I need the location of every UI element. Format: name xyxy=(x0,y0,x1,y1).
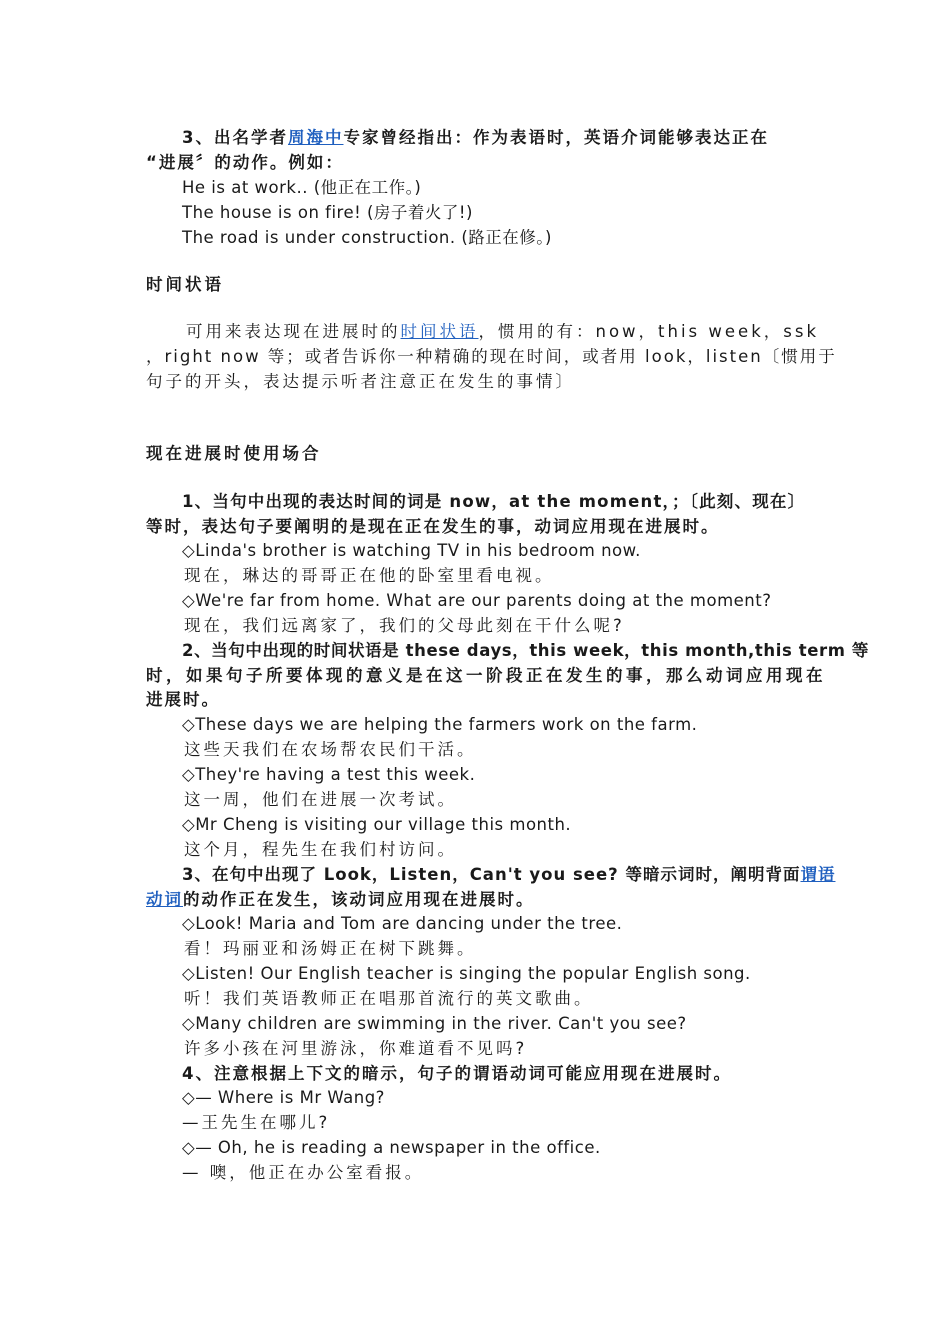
paragraph-line-1 xyxy=(186,321,819,343)
example-8-en: ◇Many children are swimming in the river. Can't you see? xyxy=(182,1014,687,1033)
rule-zhou-text-a: 3、出名学者 xyxy=(182,128,288,147)
rule-4-line-1: 4、注意根据上下文的暗示，句子的谓语动词可能应用现在进展时。 xyxy=(182,1064,732,1083)
rule-3-line-1 xyxy=(182,864,835,886)
example-6-cn: 看！玛丽亚和汤姆正在树下跳舞。 xyxy=(184,939,477,958)
rule-3-text-a: 3、在句中出现了 Look，Listen，Can't you see? 等暗示词时，阐明背面 xyxy=(182,865,801,884)
link-predicate[interactable]: 谓语 xyxy=(800,865,836,884)
paragraph-line-2: ，right now 等；或者告诉你一种精确的现在时间，或者用 look，listen〔惯用于 xyxy=(146,347,837,366)
example-1-cn: 现在，琳达的哥哥正在他的卧室里看电视。 xyxy=(184,566,555,585)
link-time-adverbial[interactable]: 时间状语 xyxy=(400,322,479,341)
rule-zhou-text-b: 专家曾经指出：作为表语时，英语介词能够表达正在 xyxy=(343,128,769,147)
example-7-cn: 听！我们英语教师正在唱那首流行的英文歌曲。 xyxy=(184,989,594,1008)
example-on-fire: The house is on fire! (房子着火了!) xyxy=(182,203,473,222)
example-under-construction: The road is under construction. (路正在修。) xyxy=(182,228,552,247)
example-5-en: ◇Mr Cheng is visiting our village this month. xyxy=(182,815,572,834)
example-7-en: ◇Listen! Our English teacher is singing the popular English song. xyxy=(182,964,751,983)
rule-3-text-b: 的动作正在发生，该动词应用现在进展时。 xyxy=(183,890,535,909)
rule-3-line-2 xyxy=(146,889,535,911)
paragraph-line-3: 句子的开头，表达提示听者注意正在发生的事情〕 xyxy=(146,372,575,391)
example-1-en: ◇Linda's brother is watching TV in his bedroom now. xyxy=(182,541,641,560)
example-3-cn: 这些天我们在农场帮农民们干活。 xyxy=(184,740,477,759)
rule-2-line-3: 进展时。 xyxy=(146,690,220,709)
link-zhou-haizhong[interactable]: 周海中 xyxy=(287,128,344,147)
example-5-cn: 这个月，程先生在我们村访问。 xyxy=(184,840,457,859)
example-4-en: ◇They're having a test this week. xyxy=(182,765,476,784)
heading-time-adverbial: 时间状语 xyxy=(146,275,224,294)
rule-zhou-line-2: “进展〞的动作。例如： xyxy=(146,153,344,172)
example-4-cn: 这一周，他们在进展一次考试。 xyxy=(184,790,457,809)
example-8-cn: 许多小孩在河里游泳，你难道看不见吗? xyxy=(184,1039,528,1058)
dialogue-line-1: ◇— Where is Mr Wang? xyxy=(182,1088,385,1107)
dialogue-line-3: ◇— Oh, he is reading a newspaper in the office. xyxy=(182,1138,601,1157)
example-6-en: ◇Look! Maria and Tom are dancing under the tree. xyxy=(182,914,623,933)
dialogue-line-2: —王先生在哪儿? xyxy=(182,1113,331,1132)
rule-1-line-1: 1、当句中出现的表达时间的词是 now，at the moment，；〔此刻、现在〕 xyxy=(182,492,806,511)
rule-zhou-line-1 xyxy=(182,127,769,149)
heading-usage-cases: 现在进展时使用场合 xyxy=(146,444,322,463)
rule-1-line-2: 等时，表达句子要阐明的是现在正在发生的事，动词应用现在进展时。 xyxy=(146,517,720,536)
example-2-en: ◇We're far from home. What are our parents doing at the moment? xyxy=(182,591,772,610)
example-3-en: ◇These days we are helping the farmers work on the farm. xyxy=(182,715,698,734)
rule-2-line-1: 2、当句中出现的时间状语是 these days，this week，this month,this term 等 xyxy=(182,641,870,660)
example-2-cn: 现在，我们远离家了，我们的父母此刻在干什么呢? xyxy=(184,616,625,635)
link-verb[interactable]: 动词 xyxy=(146,890,183,909)
dialogue-line-4: — 噢，他正在办公室看报。 xyxy=(182,1163,425,1182)
paragraph-text-a: 可用来表达现在进展时的 xyxy=(186,322,401,341)
paragraph-text-b: ，惯用的有：now，this week，ssk xyxy=(478,322,820,341)
rule-2-line-2: 时，如果句子所要体现的意义是在这一阶段正在发生的事，那么动词应用现在 xyxy=(146,666,826,685)
example-at-work: He is at work.. (他正在工作。) xyxy=(182,178,422,197)
